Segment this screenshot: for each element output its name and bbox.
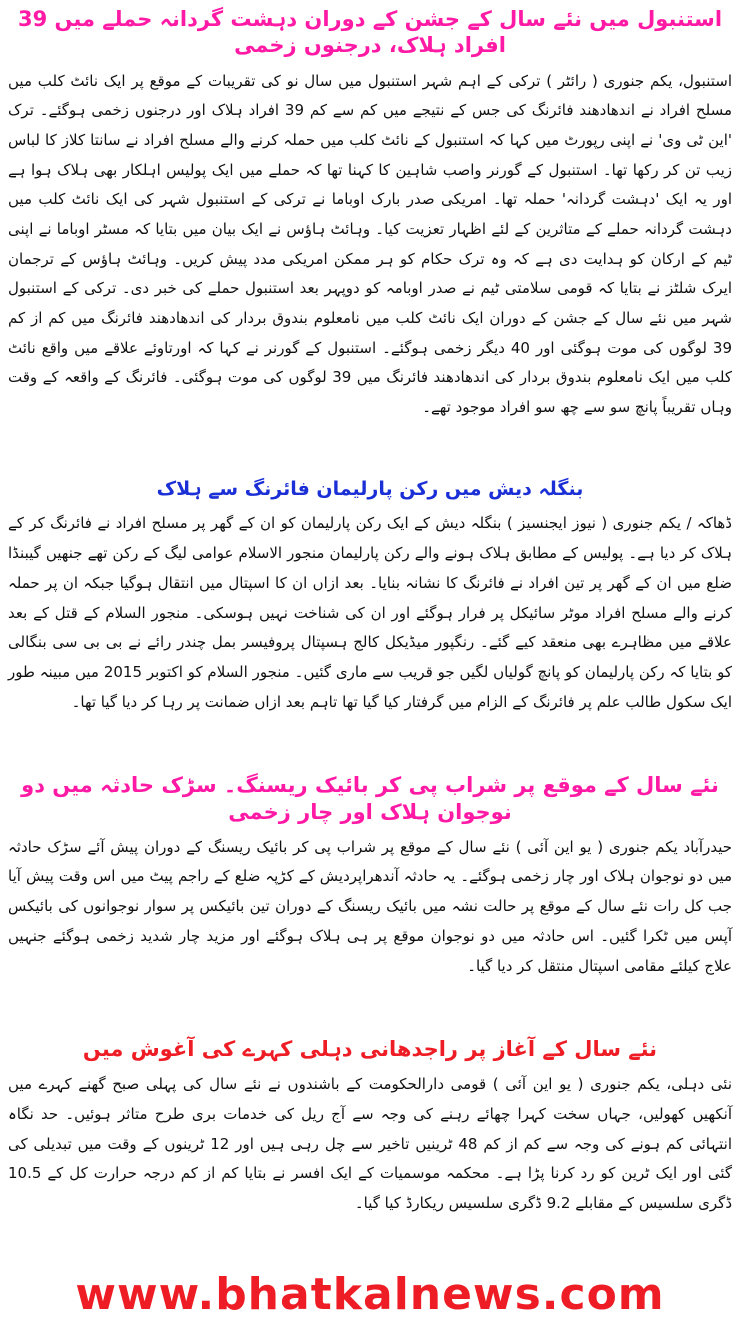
headline-delhi-fog: نئے سال کے آغاز پر راجدھانی دہلی کہرے کی آغوش میں [82, 1037, 658, 1062]
article-delhi-fog [8, 1034, 732, 1219]
body-bangladesh-mp: ڈھاکہ / یکم جنوری ( نیوز ایجنسیز ) بنگلہ دیش کے ایک رکن پارلیمان کو ان کے گھر پر مسلح افراد نے فائرنگ کر کے ہلاک کر دیا ہے۔ پولیس کے مطابق ہلاک ہونے والے رکن پارلیمان منجور الاسلام عوامی لیگ کے رکن تھے جنھیں گیبنڈا ضلع میں ان کے گھر پر تین افراد نے فائرنگ کا نشانہ بنایا۔ بعد ازاں ان کا اسپتال میں انتقال ہوگیا جبکہ ان پر حملہ کرنے والے مسلح افراد موٹر سائیکل پر فرار ہوگئے اور ان کی شناخت نہیں ہوسکی۔ منجور السلام کے قتل کے بعد علاقے میں مظاہرے بھی منعقد کیے گئے۔ رنگپور میڈیکل کالج ہسپتال پروفیسر بمل چندر رائے نے بی بی سی بنگالی کو بتایا کہ رکن پارلیمان کو پانچ گولیاں لگیں جو قریب سے ماری گئیں۔ منجور السلام کو اکتوبر 2015 میں مبینہ طور ایک سکول طالب علم پر فائرنگ کے الزام میں گرفتار کیا گیا تھا تاہم بعد ازاں ضمانت پر رہا کر دیا گیا تھا۔ [8, 514, 732, 711]
article-istanbul-attack [8, 4, 732, 423]
headline-bike-racing-accident: نئے سال کے موقع پر شراب پی کر بائیک ریسنگ۔ سڑک حادثہ میں دو نوجوان ہلاک اور چار زخمی [21, 773, 719, 824]
body-bike-racing-accident: حیدرآباد یکم جنوری ( یو این آئی ) نئے سال کے موقع پر شراب پی کر بائیک ریسنگ کے دوران پیش آئے سڑک حادثہ میں دو نوجوان ہلاک اور چار زخمی ہوگئے۔ یہ حادثہ آندھراپردیش کے کڑپہ ضلع کے راجم پیٹ میں اس وقت پیش آیا جب کل رات نئے سال کے موقع پر حالت نشہ میں بائیک ریسنگ کے دوران تین بائیکس پر سوار نوجوانوں کی بائیکس آپس میں ٹکرا گئیں۔ اس حادثہ میں دو نوجوان موقع پر ہی ہلاک ہوگئے اور مزید چار شدید زخمی ہوگئے جنہیں علاج کیلئے مقامی اسپتال منتقل کر دیا گیا۔ [8, 837, 732, 975]
body-delhi-fog: نئی دہلی، یکم جنوری ( یو این آئی ) قومی دارالحکومت کے باشندوں نے نئے سال کی پہلی صبح گھنے کہرے میں آنکھیں کھولیں، جہاں سخت کہرا چھائے رہنے کی وجہ سے آج ریل کی خدمات بری طرح متاثر ہوئیں۔ حد نگاہ انتہائی کم ہونے کی وجہ سے کم از کم 48 ٹرینیں تاخیر سے چل رہی ہیں اور 12 ٹرینوں کے وقت میں تبدیلی کی گئی اور ایک ٹرین کو رد کرنا پڑا ہے۔ محکمہ موسمیات کے ایک افسر نے بتایا کم از کم درجہ حرارت کل کے 10.5 ڈگری سلسیس کے مقابلے 9.2 ڈگری سلسیس ریکارڈ کیا گیا۔ [8, 1075, 732, 1213]
headline-bangladesh-mp: بنگلہ دیش میں رکن پارلیمان فائرنگ سے ہلاک [156, 477, 584, 500]
body-istanbul-attack: استنبول، یکم جنوری ( رائٹر ) ترکی کے اہم شہر استنبول میں سال نو کی تقریبات کے موقع پر ایک نائٹ کلب میں مسلح افراد نے اندھادھند فائرنگ کی جس کے نتیجے میں کم سے کم 39 افراد ہلاک اور درجنوں زخمی ہوگئے۔ ترک 'این ٹی وی' نے اپنی رپورٹ میں کہا کہ استنبول کے نائٹ کلب میں حملہ کرنے والے مسلح افراد نے سانتا کلاز کا لباس زیب تن کر رکھا تھا۔ استنبول کے گورنر واصب شاہین کا کہنا تھا کہ حملے میں ایک پولیس اہلکار بھی ہلاک ہوا ہے اور یہ ایک 'دہشت گردانہ' حملہ تھا۔ امریکی صدر بارک اوباما نے ترکی کے استنبول شہر کی ایک نائٹ کلب میں دہشت گردانہ حملے کے متاثرین کے لئے اظہار تعزیت کیا۔ وہائٹ ہاؤس نے ایک بیان میں بتایا کہ مسٹر اوباما نے اپنی ٹیم کے ارکان کو ہدایت دی ہے کہ وہ ترک حکام کو ہر ممکن امریکی مدد پیش کریں۔ وہائٹ ہاؤس کے ترجمان ایرک شلٹز نے بتایا کہ قومی سلامتی ٹیم نے صدر اوبامہ کو دوپہر بعد استنبول حملے کی خبر دی۔ ترکی کے استنبول شہر میں نئے سال کے جشن کے دوران ایک نائٹ کلب میں نامعلوم بندوق بردار کی اندھادھند فائرنگ میں کم از کم 39 لوگوں کی موت ہوگئی اور 40 دیگر زخمی ہوگئے۔ استنبول کے گورنر نے کہا کہ اورتاوئے علاقے میں واقع نائٹ کلب میں ایک نامعلوم بندوق بردار کی اندھادھند فائرنگ میں 39 لوگوں کی موت ہوگئی۔ فائرنگ کے واقعہ کے وقت وہاں تقریباً پانچ سو سے چھ سو افراد موجود تھے۔ [8, 71, 732, 417]
site-url-footer: www.bhatkalnews.com [75, 1268, 665, 1320]
headline-istanbul-attack: استنبول میں نئے سال کے جشن کے دوران دہشت گردانہ حملے میں 39 افراد ہلاک، درجنوں زخمی [17, 7, 723, 58]
article-bangladesh-mp [8, 476, 732, 718]
article-bike-racing-accident [8, 770, 732, 981]
